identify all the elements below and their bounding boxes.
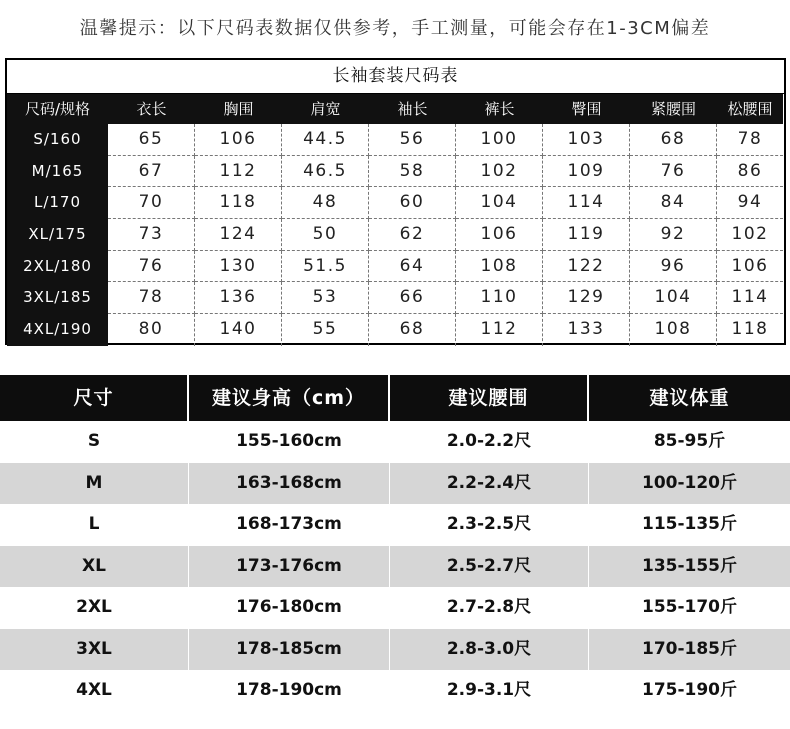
size-chart-header-cell: 紧腰围: [630, 94, 717, 124]
size-chart-cell: 50: [282, 219, 369, 251]
size-chart-table: [5, 58, 786, 345]
size-chart-header-cell: 松腰围: [717, 94, 783, 124]
size-chart-size-label: XL/175: [7, 219, 108, 251]
size-chart-cell: 114: [717, 282, 783, 314]
recommend-cell: 2.7-2.8尺: [390, 587, 589, 629]
size-chart-cell: 110: [456, 282, 543, 314]
size-chart-header-cell: 袖长: [369, 94, 456, 124]
size-chart-cell: 68: [369, 314, 456, 346]
recommend-header-cell: 建议身高（cm）: [189, 375, 390, 421]
recommend-size-label: M: [0, 463, 189, 505]
size-chart-cell: 102: [456, 156, 543, 188]
recommend-cell: 2.8-3.0尺: [390, 629, 589, 671]
size-chart-cell: 92: [630, 219, 717, 251]
size-chart-cell: 60: [369, 187, 456, 219]
size-chart-size-label: 2XL/180: [7, 251, 108, 283]
size-chart-cell: 65: [108, 124, 195, 156]
size-chart-cell: 73: [108, 219, 195, 251]
recommend-size-label: L: [0, 504, 189, 546]
size-chart-header-cell: 肩宽: [282, 94, 369, 124]
size-chart-header-cell: 胸围: [195, 94, 282, 124]
recommend-cell: 176-180cm: [189, 587, 390, 629]
recommend-size-label: 4XL: [0, 670, 189, 712]
size-chart-cell: 78: [717, 124, 783, 156]
size-chart-cell: 118: [195, 187, 282, 219]
size-chart-cell: 124: [195, 219, 282, 251]
size-chart-cell: 104: [456, 187, 543, 219]
size-chart-cell: 86: [717, 156, 783, 188]
size-chart-cell: 130: [195, 251, 282, 283]
recommend-cell: 100-120斤: [589, 463, 790, 505]
recommend-grid: [0, 375, 790, 712]
size-chart-cell: 76: [108, 251, 195, 283]
size-chart-cell: 80: [108, 314, 195, 346]
recommend-cell: 135-155斤: [589, 546, 790, 588]
size-chart-cell: 106: [717, 251, 783, 283]
recommend-cell: 173-176cm: [189, 546, 390, 588]
size-chart-cell: 46.5: [282, 156, 369, 188]
recommend-cell: 170-185斤: [589, 629, 790, 671]
size-chart-cell: 114: [543, 187, 630, 219]
recommend-cell: 178-185cm: [189, 629, 390, 671]
recommend-cell: 155-170斤: [589, 587, 790, 629]
size-chart-cell: 108: [456, 251, 543, 283]
recommend-size-label: S: [0, 421, 189, 463]
size-chart-cell: 94: [717, 187, 783, 219]
size-chart-cell: 112: [456, 314, 543, 346]
recommend-cell: 115-135斤: [589, 504, 790, 546]
size-chart-cell: 76: [630, 156, 717, 188]
size-chart-cell: 67: [108, 156, 195, 188]
size-chart-cell: 64: [369, 251, 456, 283]
size-chart-cell: 103: [543, 124, 630, 156]
size-chart-header-cell: 衣长: [108, 94, 195, 124]
recommend-cell: 175-190斤: [589, 670, 790, 712]
size-chart-cell: 55: [282, 314, 369, 346]
recommend-cell: 168-173cm: [189, 504, 390, 546]
size-chart-size-label: L/170: [7, 187, 108, 219]
size-chart-cell: 102: [717, 219, 783, 251]
recommend-size-label: XL: [0, 546, 189, 588]
size-chart-cell: 118: [731, 319, 769, 340]
recommend-cell: 2.2-2.4尺: [390, 463, 589, 505]
recommend-cell: 2.0-2.2尺: [390, 421, 589, 463]
size-chart-cell: 68: [630, 124, 717, 156]
size-chart-header-cell: 裤长: [456, 94, 543, 124]
size-chart-cell: 112: [195, 156, 282, 188]
size-chart-cell: 129: [543, 282, 630, 314]
size-chart-cell: 66: [369, 282, 456, 314]
size-chart-cell: 140: [195, 314, 282, 346]
size-chart-cell: 104: [630, 282, 717, 314]
size-chart-cell: 44.5: [282, 124, 369, 156]
size-chart-cell: 109: [543, 156, 630, 188]
size-chart-cell: 58: [369, 156, 456, 188]
size-chart-title: 长袖套装尺码表: [7, 60, 784, 94]
size-chart-cell: 70: [108, 187, 195, 219]
size-chart-header-cell: 尺码/规格: [7, 94, 108, 124]
recommend-header-cell: 建议体重: [589, 375, 790, 421]
size-chart-size-label: S/160: [7, 124, 108, 156]
size-chart-cell: 78: [108, 282, 195, 314]
size-chart-header-cell: 臀围: [543, 94, 630, 124]
recommend-cell: 2.3-2.5尺: [390, 504, 589, 546]
size-chart-cell: 106: [195, 124, 282, 156]
recommend-size-label: 2XL: [0, 587, 189, 629]
recommend-cell: 155-160cm: [189, 421, 390, 463]
size-chart-cell: 122: [543, 251, 630, 283]
recommend-size-label: 3XL: [0, 629, 189, 671]
size-chart-cell: 119: [543, 219, 630, 251]
size-chart-cell: 84: [630, 187, 717, 219]
size-chart-cell: 100: [456, 124, 543, 156]
size-chart-cell: 96: [630, 251, 717, 283]
size-chart-cell: 133: [543, 314, 630, 346]
recommend-cell: 163-168cm: [189, 463, 390, 505]
size-chart-cell: 108: [630, 314, 717, 346]
size-chart-size-label: M/165: [7, 156, 108, 188]
size-chart-cell: 62: [369, 219, 456, 251]
size-chart-cell: 48: [282, 187, 369, 219]
recommend-table: [0, 375, 790, 712]
size-chart-cell: 56: [369, 124, 456, 156]
recommend-cell: 178-190cm: [189, 670, 390, 712]
size-chart-cell: 136: [195, 282, 282, 314]
recommend-header-cell: 尺寸: [0, 375, 189, 421]
recommend-cell: 2.5-2.7尺: [390, 546, 589, 588]
size-chart-cell: 106: [456, 219, 543, 251]
recommend-header-cell: 建议腰围: [390, 375, 589, 421]
recommend-cell: 85-95斤: [589, 421, 790, 463]
size-chart-size-label: 3XL/185: [7, 282, 108, 314]
size-chart-cell: 51.5: [282, 251, 369, 283]
size-chart-cell: 53: [282, 282, 369, 314]
size-chart-size-label: 4XL/190: [7, 314, 108, 346]
recommend-cell: 2.9-3.1尺: [390, 670, 589, 712]
notice-text: 温馨提示：以下尺码表数据仅供参考，手工测量，可能会存在1-3CM偏差: [79, 18, 711, 39]
size-chart-grid: [7, 94, 784, 346]
